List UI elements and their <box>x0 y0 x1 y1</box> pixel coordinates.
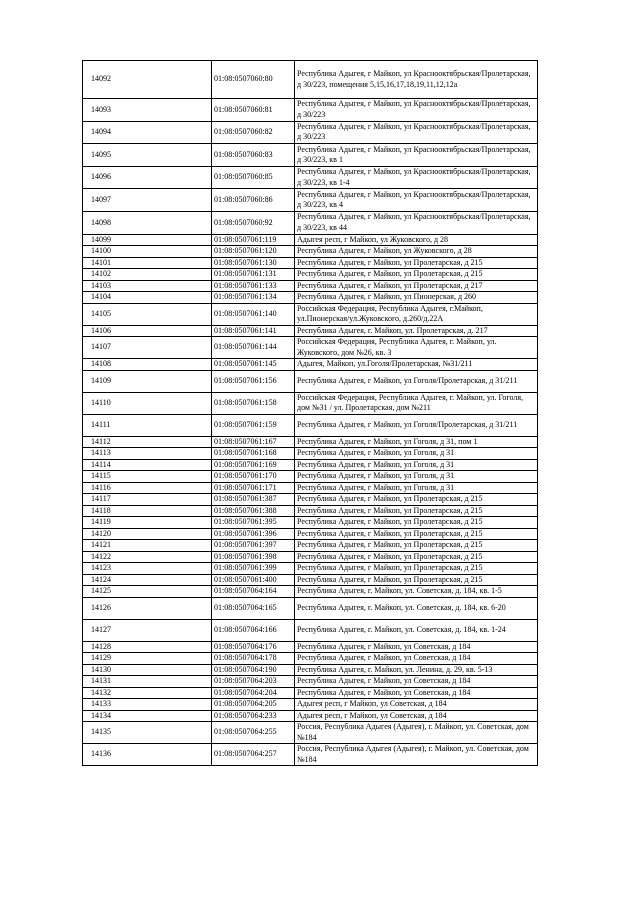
table-row <box>83 551 538 563</box>
cadastral-number-cell: 01:08:0507061:120 <box>212 246 295 258</box>
table-row <box>83 166 538 189</box>
row-number-cell: 14103 <box>83 280 212 292</box>
table-row <box>83 517 538 529</box>
cadastral-number-cell: 01:08:0507064:257 <box>212 744 295 766</box>
address-cell: Республика Адыгея, г Майкоп, ул Гоголя, д 31 <box>295 448 538 460</box>
table-row <box>83 459 538 471</box>
address-cell: Адыгея респ, г Майкоп, ул Советская, д 184 <box>295 699 538 711</box>
address-cell: Республика Адыгея, г. Майкоп, ул. Советская, д. 184, кв. 1-5 <box>295 586 538 598</box>
row-number-cell: 14111 <box>83 414 212 436</box>
address-cell: Республика Адыгея, г Майкоп, ул Пролетарская, д 215 <box>295 494 538 506</box>
cadastral-number-cell: 01:08:0507061:144 <box>212 337 295 359</box>
table-row <box>83 653 538 665</box>
row-number-cell: 14112 <box>83 436 212 448</box>
address-cell: Республика Адыгея, г Майкоп, ул Пролетарская, д 215 <box>295 257 538 269</box>
address-cell: Республика Адыгея, г Майкоп, ул Пионерская, д 260 <box>295 292 538 304</box>
address-cell: Адыгея, Майкоп, ул.Гоголя/Пролетарская, №31/211 <box>295 359 538 371</box>
address-cell: Российская Федерация, Республика Адыгея, г.Майкоп, ул.Пионерская/ул.Жуковского, д.260/д.22А <box>295 303 538 325</box>
row-number-cell: 14128 <box>83 641 212 653</box>
cadastral-number-cell: 01:08:0507061:141 <box>212 325 295 337</box>
row-number-cell: 14115 <box>83 471 212 483</box>
cadastral-number-cell: 01:08:0507064:204 <box>212 687 295 699</box>
table-row <box>83 292 538 304</box>
table-row <box>83 641 538 653</box>
table-row <box>83 189 538 212</box>
address-cell: Республика Адыгея, г Майкоп, ул Пролетарская, д 217 <box>295 280 538 292</box>
table-row <box>83 337 538 359</box>
table-row <box>83 436 538 448</box>
table-row <box>83 121 538 144</box>
address-cell: Республика Адыгея, г. Майкоп, ул. Советская, д. 184, кв. 6-20 <box>295 597 538 619</box>
row-number-cell: 14135 <box>83 722 212 744</box>
row-number-cell: 14127 <box>83 619 212 641</box>
row-number-cell: 14105 <box>83 303 212 325</box>
row-number-cell: 14123 <box>83 563 212 575</box>
cadastral-number-cell: 01:08:0507060:80 <box>212 61 295 99</box>
address-cell: Республика Адыгея, г Майкоп, ул Советская, д 184 <box>295 653 538 665</box>
address-cell: Российская Федерация, Республика Адыгея, г. Майкоп, ул. Гоголя, дом №31 / ул. Пролетарская, дом №211 <box>295 392 538 414</box>
table-row <box>83 494 538 506</box>
row-number-cell: 14100 <box>83 246 212 258</box>
row-number-cell: 14097 <box>83 189 212 212</box>
table-row <box>83 597 538 619</box>
row-number-cell: 14102 <box>83 269 212 281</box>
row-number-cell: 14119 <box>83 517 212 529</box>
cadastral-number-cell: 01:08:0507060:81 <box>212 99 295 122</box>
row-number-cell: 14121 <box>83 540 212 552</box>
table-row <box>83 664 538 676</box>
address-cell: Республика Адыгея, г Майкоп, ул Краснооктябрьская/Пролетарская, д 30/223, кв 4 <box>295 189 538 212</box>
row-number-cell: 14094 <box>83 121 212 144</box>
address-cell: Республика Адыгея, г Майкоп, ул Советская, д 184 <box>295 676 538 688</box>
cadastral-number-cell: 01:08:0507061:158 <box>212 392 295 414</box>
document-page <box>82 60 531 766</box>
address-cell: Россия, Республика Адыгея (Адыгея), г. Майкоп, ул. Советская, дом №184 <box>295 722 538 744</box>
cadastral-number-cell: 01:08:0507061:134 <box>212 292 295 304</box>
address-cell: Республика Адыгея, г Майкоп, ул Краснооктябрьская/Пролетарская, д 30/223 <box>295 99 538 122</box>
table-row <box>83 99 538 122</box>
row-number-cell: 14099 <box>83 234 212 246</box>
table-row <box>83 505 538 517</box>
cadastral-number-cell: 01:08:0507061:399 <box>212 563 295 575</box>
row-number-cell: 14109 <box>83 370 212 392</box>
address-cell: Республика Адыгея, г Майкоп, ул Краснооктябрьская/Пролетарская, д 30/223, кв 1-4 <box>295 166 538 189</box>
cadastral-number-cell: 01:08:0507064:203 <box>212 676 295 688</box>
address-cell: Российская Федерация, Республика Адыгея, г. Майкоп, ул. Жуковского, дом №26, кв. 3 <box>295 337 538 359</box>
row-number-cell: 14107 <box>83 337 212 359</box>
cadastral-number-cell: 01:08:0507061:130 <box>212 257 295 269</box>
row-number-cell: 14136 <box>83 744 212 766</box>
row-number-cell: 14125 <box>83 586 212 598</box>
table-row <box>83 687 538 699</box>
row-number-cell: 14131 <box>83 676 212 688</box>
address-cell: Республика Адыгея, г Майкоп, ул Советская, д 184 <box>295 641 538 653</box>
address-cell: Республика Адыгея, г. Майкоп, ул. Пролетарская, д. 217 <box>295 325 538 337</box>
table-row <box>83 325 538 337</box>
row-number-cell: 14133 <box>83 699 212 711</box>
table-body <box>83 61 538 766</box>
cadastral-number-cell: 01:08:0507061:400 <box>212 574 295 586</box>
table-row <box>83 540 538 552</box>
cadastral-number-cell: 01:08:0507061:171 <box>212 482 295 494</box>
cadastral-number-cell: 01:08:0507061:167 <box>212 436 295 448</box>
row-number-cell: 14124 <box>83 574 212 586</box>
table-row <box>83 211 538 234</box>
row-number-cell: 14129 <box>83 653 212 665</box>
table-row <box>83 744 538 766</box>
cadastral-number-cell: 01:08:0507061:395 <box>212 517 295 529</box>
cadastral-number-cell: 01:08:0507060:86 <box>212 189 295 212</box>
address-cell: Республика Адыгея, г Майкоп, ул Гоголя, д 31 <box>295 459 538 471</box>
table-row <box>83 528 538 540</box>
cadastral-number-cell: 01:08:0507061:396 <box>212 528 295 540</box>
cadastral-number-cell: 01:08:0507061:168 <box>212 448 295 460</box>
table-row <box>83 710 538 722</box>
table-row <box>83 414 538 436</box>
address-cell: Республика Адыгея, г Майкоп, ул Пролетарская, д 215 <box>295 517 538 529</box>
address-cell: Республика Адыгея, г. Майкоп, ул. Советская, д. 184, кв. 1-24 <box>295 619 538 641</box>
table-row <box>83 303 538 325</box>
row-number-cell: 14113 <box>83 448 212 460</box>
table-row <box>83 246 538 258</box>
table-row <box>83 144 538 167</box>
address-cell: Адыгея респ, г Майкоп, ул Жуковского, д 28 <box>295 234 538 246</box>
cadastral-number-cell: 01:08:0507061:156 <box>212 370 295 392</box>
row-number-cell: 14106 <box>83 325 212 337</box>
address-cell: Республика Адыгея, г Майкоп, ул Пролетарская, д 215 <box>295 540 538 552</box>
table-row <box>83 574 538 586</box>
address-cell: Республика Адыгея, г Майкоп, ул Пролетарская, д 215 <box>295 563 538 575</box>
table-row <box>83 359 538 371</box>
address-cell: Республика Адыгея, г Майкоп, ул Краснооктябрьская/Пролетарская, д 30/223 <box>295 121 538 144</box>
row-number-cell: 14120 <box>83 528 212 540</box>
cadastral-number-cell: 01:08:0507064:176 <box>212 641 295 653</box>
table-row <box>83 586 538 598</box>
table-row <box>83 392 538 414</box>
cadastral-number-cell: 01:08:0507061:398 <box>212 551 295 563</box>
cadastral-table <box>82 60 538 766</box>
cadastral-number-cell: 01:08:0507061:169 <box>212 459 295 471</box>
table-row <box>83 61 538 99</box>
table-row <box>83 269 538 281</box>
cadastral-number-cell: 01:08:0507060:85 <box>212 166 295 189</box>
cadastral-number-cell: 01:08:0507061:170 <box>212 471 295 483</box>
table-row <box>83 699 538 711</box>
address-cell: Республика Адыгея, г Майкоп, ул Краснооктябрьская/Пролетарская, д 30/223, кв 1 <box>295 144 538 167</box>
address-cell: Республика Адыгея, г Майкоп, ул Краснооктябрьская/Пролетарская, д 30/223, помещения 5,15,16,17,18,19,11,12,12а <box>295 61 538 99</box>
table-row <box>83 280 538 292</box>
address-cell: Россия, Республика Адыгея (Адыгея), г. Майкоп, ул. Советская, дом №184 <box>295 744 538 766</box>
address-cell: Республика Адыгея, г Майкоп, ул Советская, д 184 <box>295 687 538 699</box>
cadastral-number-cell: 01:08:0507060:82 <box>212 121 295 144</box>
row-number-cell: 14104 <box>83 292 212 304</box>
address-cell: Республика Адыгея, г Майкоп, ул Гоголя, д 31, пом 1 <box>295 436 538 448</box>
row-number-cell: 14093 <box>83 99 212 122</box>
cadastral-number-cell: 01:08:0507064:165 <box>212 597 295 619</box>
cadastral-number-cell: 01:08:0507060:92 <box>212 211 295 234</box>
cadastral-number-cell: 01:08:0507064:178 <box>212 653 295 665</box>
row-number-cell: 14108 <box>83 359 212 371</box>
cadastral-number-cell: 01:08:0507064:233 <box>212 710 295 722</box>
address-cell: Республика Адыгея, г Майкоп, ул Пролетарская, д 215 <box>295 528 538 540</box>
cadastral-number-cell: 01:08:0507064:190 <box>212 664 295 676</box>
cadastral-number-cell: 01:08:0507060:83 <box>212 144 295 167</box>
address-cell: Республика Адыгея, г Майкоп, ул Пролетарская, д 215 <box>295 505 538 517</box>
cadastral-number-cell: 01:08:0507061:387 <box>212 494 295 506</box>
cadastral-number-cell: 01:08:0507061:397 <box>212 540 295 552</box>
cadastral-number-cell: 01:08:0507061:133 <box>212 280 295 292</box>
address-cell: Республика Адыгея, г Майкоп, ул Гоголя/Пролетарская, д 31/211 <box>295 370 538 392</box>
row-number-cell: 14122 <box>83 551 212 563</box>
table-row <box>83 482 538 494</box>
row-number-cell: 14098 <box>83 211 212 234</box>
row-number-cell: 14116 <box>83 482 212 494</box>
table-row <box>83 234 538 246</box>
address-cell: Республика Адыгея, г. Майкоп, ул. Ленина, д. 29, кв. 5-13 <box>295 664 538 676</box>
table-row <box>83 676 538 688</box>
address-cell: Республика Адыгея, г Майкоп, ул Пролетарская, д 215 <box>295 574 538 586</box>
row-number-cell: 14114 <box>83 459 212 471</box>
cadastral-number-cell: 01:08:0507064:205 <box>212 699 295 711</box>
cadastral-number-cell: 01:08:0507061:388 <box>212 505 295 517</box>
address-cell: Республика Адыгея, г Майкоп, ул Краснооктябрьская/Пролетарская, д 30/223, кв 44 <box>295 211 538 234</box>
row-number-cell: 14092 <box>83 61 212 99</box>
cadastral-number-cell: 01:08:0507061:159 <box>212 414 295 436</box>
cadastral-number-cell: 01:08:0507061:145 <box>212 359 295 371</box>
table-row <box>83 471 538 483</box>
address-cell: Республика Адыгея, г Майкоп, ул Пролетарская, д 215 <box>295 551 538 563</box>
row-number-cell: 14132 <box>83 687 212 699</box>
table-row <box>83 619 538 641</box>
table-row <box>83 563 538 575</box>
address-cell: Адыгея респ, г Майкоп, ул Советская, д 184 <box>295 710 538 722</box>
address-cell: Республика Адыгея, г Майкоп, ул Пролетарская, д 215 <box>295 269 538 281</box>
row-number-cell: 14134 <box>83 710 212 722</box>
cadastral-number-cell: 01:08:0507061:140 <box>212 303 295 325</box>
row-number-cell: 14130 <box>83 664 212 676</box>
row-number-cell: 14101 <box>83 257 212 269</box>
address-cell: Республика Адыгея, г Майкоп, ул Гоголя, д 31 <box>295 471 538 483</box>
row-number-cell: 14117 <box>83 494 212 506</box>
address-cell: Республика Адыгея, г Майкоп, ул Жуковского, д 28 <box>295 246 538 258</box>
cadastral-number-cell: 01:08:0507064:166 <box>212 619 295 641</box>
cadastral-number-cell: 01:08:0507061:119 <box>212 234 295 246</box>
row-number-cell: 14096 <box>83 166 212 189</box>
row-number-cell: 14118 <box>83 505 212 517</box>
table-row <box>83 448 538 460</box>
cadastral-number-cell: 01:08:0507061:131 <box>212 269 295 281</box>
table-row <box>83 370 538 392</box>
table-row <box>83 722 538 744</box>
row-number-cell: 14110 <box>83 392 212 414</box>
row-number-cell: 14126 <box>83 597 212 619</box>
row-number-cell: 14095 <box>83 144 212 167</box>
cadastral-number-cell: 01:08:0507064:164 <box>212 586 295 598</box>
table-row <box>83 257 538 269</box>
address-cell: Республика Адыгея, г Майкоп, ул Гоголя, д 31 <box>295 482 538 494</box>
cadastral-number-cell: 01:08:0507064:255 <box>212 722 295 744</box>
address-cell: Республика Адыгея, г Майкоп, ул Гоголя/Пролетарская, д 31/211 <box>295 414 538 436</box>
